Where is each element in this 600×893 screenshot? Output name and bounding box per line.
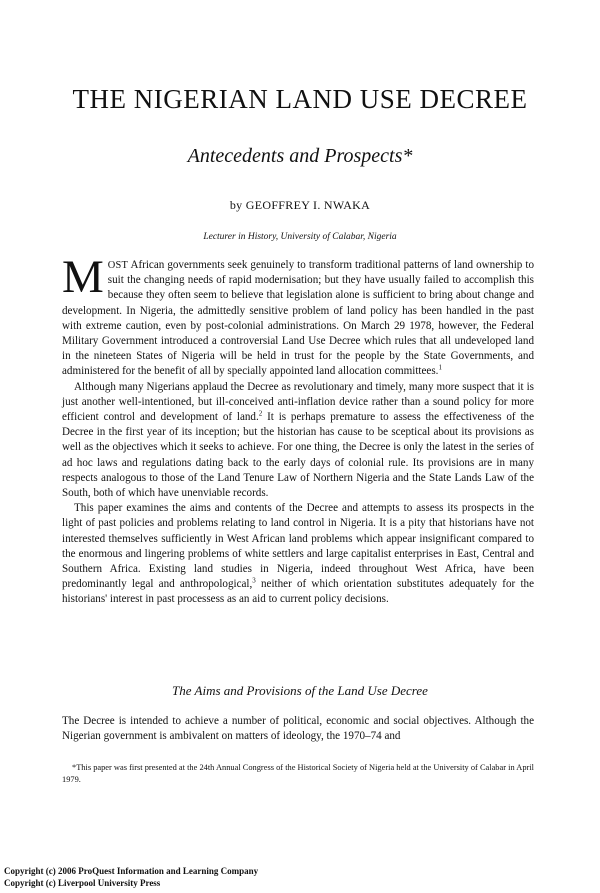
- footnote-ref: 3: [252, 576, 256, 585]
- paragraph-intro: [62, 251, 534, 380]
- footnote: [62, 762, 534, 786]
- paragraph-2: [62, 380, 534, 502]
- footnote-ref: 2: [258, 409, 263, 418]
- paragraph-text: Although many Nigerians applaud the Decree as revolutionary and timely, many more suspect that it is just another well-intentioned, but ill-conceived anti-inflation device rather than a sound policy for more efficient control and development of land.: [62, 380, 534, 424]
- drop-cap: M: [62, 251, 104, 303]
- paragraph-text: It is perhaps premature to assess the effectiveness of the Decree in the first year of its inception; but the historian has cause to be sceptical about its provisions as well as the objectives which it seeks to achieve. For one thing, the Decree is only the latest in the series of ad hoc laws and regulations dating back to the early days of colonial rule. Its provisions are in many respects analogous to those of the Land Tenure Law of Northern Nigeria and the State Lands Law of the South, both of which have unenviable records.: [62, 411, 534, 500]
- article-body: [62, 251, 534, 608]
- copyright-line: Copyright (c) 2006 ProQuest Information and Learning Company: [4, 866, 259, 876]
- paragraph-section-1: The Decree is intended to achieve a number of political, economic and social objectives. Although the Nigerian government is ambivalent on matters of ideology, the 1970–74 and: [62, 715, 534, 743]
- lead-word: OST: [107, 260, 129, 271]
- section-heading: The Aims and Provisions of the Land Use Decree: [172, 683, 428, 698]
- article-title: THE NIGERIAN LAND USE DECREE: [72, 84, 528, 114]
- footnote-ref: 1: [438, 363, 442, 372]
- author-affiliation: Lecturer in History, University of Calabar, Nigeria: [203, 232, 397, 242]
- section-body: [62, 714, 534, 744]
- article-subtitle: Antecedents and Prospects*: [187, 145, 413, 167]
- paragraph-text: African governments seek genuinely to transform traditional patterns of land ownership to suit the changing needs of rapid modernisation; but they have usually failed to accomplish this because they often seem to believe that legislation alone is sufficient to bring about change and development. In Nigeria, the admittedly sensitive problem of land policy has been handled in the past with extreme caution, even by post-colonial administrations. On March 29 1978, however, the Federal Military Government introduced a controversial Land Use Decree which rules that all undeveloped land in the nineteen States of Nigeria will be held in trust for the people by the State Governments, and administered for the benefit of all by specially appointed land allocation committees.: [62, 259, 534, 378]
- paragraph-text: This paper examines the aims and contents of the Decree and attempts to assess its prospects in the light of past policies and problems relating to land control in Nigeria. It is a pity that historians have not interested themselves sufficiently in West African land problems which appear insignificant compared to the enormous and lingering problems of white settlers and large capitalist enterprises in East, Central and Southern Africa. Existing land studies in Nigeria, indeed throughout West Africa, have been predominantly legal and anthropological,: [62, 502, 534, 591]
- footnote-text: *This paper was first presented at the 24th Annual Congress of the Historical Society of Nigeria held at the University of Calabar in April 1979.: [62, 763, 534, 784]
- copyright-line: Copyright (c) Liverpool University Press: [4, 877, 161, 888]
- paragraph-3: [62, 501, 534, 607]
- copyright-notice: [4, 866, 258, 889]
- author-byline: by GEOFFREY I. NWAKA: [229, 198, 371, 212]
- paragraph-text: neither of which orientation substitutes adequately for the historians' interest in past processess as an aid to current policy decisions.: [62, 578, 534, 606]
